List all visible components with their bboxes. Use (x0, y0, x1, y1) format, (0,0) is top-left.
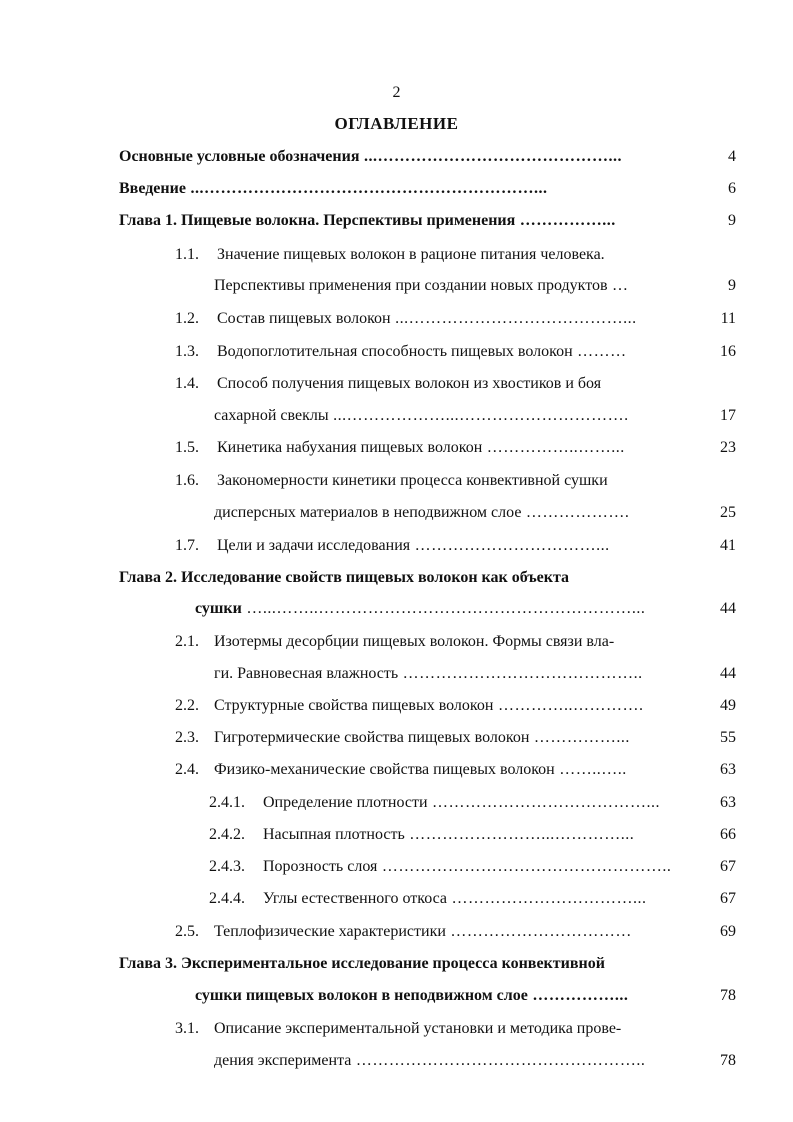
toc-entry-page: 6 (728, 180, 736, 197)
toc-entry-page: 11 (720, 310, 736, 327)
toc-entry-text: Физико-механические свойства пищевых волокон (214, 761, 555, 778)
toc-entry (0, 823, 793, 847)
toc-entry-number: 1.5. (175, 439, 199, 456)
toc-entry (0, 758, 793, 782)
toc-entry-dots: ……..….. (554, 761, 627, 778)
toc-entry-text: Углы естественного откоса (263, 890, 447, 907)
toc-entry-page: 44 (720, 665, 736, 682)
toc-entry (0, 307, 793, 331)
toc-entry-page: 9 (728, 212, 736, 229)
toc-entry-text: Водопоглотительная способность пищевых волокон (217, 343, 573, 360)
toc-entry-text: Кинетика набухания пищевых волокон (217, 439, 483, 456)
toc-entry-continuation (0, 662, 793, 686)
toc-entry (0, 145, 793, 169)
toc-entry-page: 67 (720, 858, 736, 875)
page-number: 2 (392, 84, 401, 101)
toc-entry-continuation (0, 501, 793, 525)
toc-entry-dots: ……………... (527, 987, 629, 1004)
toc-entry-chapter (0, 209, 793, 233)
toc-entry-page: 63 (720, 794, 736, 811)
toc-entry-number: 2.4. (175, 761, 199, 778)
toc-entry (0, 920, 793, 944)
toc-entry-continuation (0, 1049, 793, 1073)
toc-entry-page: 55 (720, 729, 736, 746)
toc-entry-continuation (0, 597, 793, 621)
toc-entry-text: Глава 1. Пищевые волокна. Перспективы применения (119, 212, 516, 229)
toc-entry-number: 2.5. (175, 923, 199, 940)
toc-entry-page: 44 (720, 600, 736, 617)
toc-entry-dots: … (607, 277, 629, 294)
toc-entry-number: 1.7. (175, 537, 199, 554)
toc-entry-dots: ...……………………………………... (359, 148, 622, 165)
toc-entry (0, 177, 793, 201)
toc-entry-text: Значение пищевых волокон в рационе питания человека. (217, 246, 605, 263)
toc-entry (0, 340, 793, 364)
toc-entry-dots: ………………. (521, 504, 630, 521)
toc-entry-dots: ...…………………………………... (390, 310, 637, 327)
toc-entry-text: Глава 3. Экспериментальное исследование процесса конвективной (119, 955, 605, 972)
toc-entry-dots: …………………………… (445, 923, 632, 940)
toc-entry-number: 3.1. (175, 1020, 199, 1037)
toc-entry-page: 66 (720, 826, 736, 843)
toc-entry-page: 25 (720, 504, 736, 521)
toc-entry-page: 16 (720, 343, 736, 360)
toc-entry-chapter (0, 952, 793, 976)
toc-entry-page: 4 (728, 148, 736, 165)
toc-entry-dots: …………………………………………….. (351, 1052, 646, 1069)
toc-entry-dots: …………..…………. (493, 697, 644, 714)
toc-entry-text: Основные условные обозначения (119, 148, 360, 165)
toc-entry-text: Насыпная плотность (263, 826, 405, 843)
toc-entry-dots: …………………………………………….. (377, 858, 672, 875)
toc-entry-dots: ……………... (515, 212, 616, 229)
toc-entry (0, 855, 793, 879)
toc-entry-text: Введение (119, 180, 186, 197)
toc-entry (0, 469, 793, 493)
toc-entry (0, 791, 793, 815)
toc-entry-number: 2.1. (175, 633, 199, 650)
toc-entry-number: 2.2. (175, 697, 199, 714)
toc-entry (0, 436, 793, 460)
toc-entry-number: 1.1. (175, 246, 199, 263)
toc-entry-dots: …………………………………….. (398, 665, 643, 682)
toc-entry-dots: ……………... (529, 729, 630, 746)
toc-title: ОГЛАВЛЕНИЕ (334, 114, 459, 133)
toc-entry-dots: ...………………...…………………………. (328, 407, 629, 424)
toc-entry-text: сушки пищевых волокон в неподвижном слое (195, 987, 528, 1004)
toc-entry-continuation (0, 274, 793, 298)
toc-entry-chapter (0, 566, 793, 590)
toc-entry-number: 1.2. (175, 310, 199, 327)
toc-entry-text: ги. Равновесная влажность (214, 665, 399, 682)
toc-entry-page: 63 (720, 761, 736, 778)
toc-entry (0, 726, 793, 750)
toc-entry-text: Структурные свойства пищевых волокон (214, 697, 494, 714)
toc-entry-text: Изотермы десорбции пищевых волокон. Формы связи вла- (214, 633, 615, 650)
toc-entry-text: дения эксперимента (214, 1052, 352, 1069)
toc-entry (0, 372, 793, 396)
toc-entry-dots: ……………..……... (482, 439, 625, 456)
toc-entry (0, 243, 793, 267)
toc-entry-text: Описание экспериментальной установки и методика прове- (214, 1020, 622, 1037)
toc-entry-text: дисперсных материалов в неподвижном слое (214, 504, 522, 521)
toc-entry (0, 1017, 793, 1041)
toc-entry-page: 17 (720, 407, 736, 424)
toc-entry (0, 534, 793, 558)
toc-entry-number: 1.4. (175, 375, 199, 392)
toc-entry-text: сахарной свеклы (214, 407, 329, 424)
toc-entry-text: Гигротермические свойства пищевых волокон (214, 729, 530, 746)
toc-entry-text: Состав пищевых волокон (217, 310, 391, 327)
toc-entry (0, 630, 793, 654)
toc-entry-dots: ……………………...…………... (404, 826, 635, 843)
toc-entry-number: 1.6. (175, 472, 199, 489)
toc-entry-dots: ……………………………... (410, 537, 610, 554)
toc-entry (0, 887, 793, 911)
toc-entry-text: Теплофизические характеристики (214, 923, 446, 940)
toc-entry-number: 2.4.4. (209, 890, 245, 907)
toc-entry-text: Порозность слоя (263, 858, 378, 875)
toc-entry-dots: ...……………………………………………………... (185, 180, 548, 197)
toc-entry-number: 2.3. (175, 729, 199, 746)
toc-entry-text: Способ получения пищевых волокон из хвостиков и боя (217, 375, 602, 392)
toc-entry-dots: ……… (572, 343, 627, 360)
toc-entry-page: 9 (728, 277, 736, 294)
toc-entry-continuation (0, 404, 793, 428)
toc-entry-page: 78 (720, 987, 736, 1004)
toc-entry-text: Перспективы применения при создании новых продуктов (214, 277, 608, 294)
toc-entry-number: 2.4.1. (209, 794, 245, 811)
toc-entry-page: 41 (720, 537, 736, 554)
toc-entry-continuation (0, 984, 793, 1008)
toc-entry-page: 67 (720, 890, 736, 907)
toc-entry-dots: …………………………………... (427, 794, 661, 811)
toc-entry-dots: …...……..…………………………………………………... (241, 600, 646, 617)
toc-entry-text: сушки (195, 600, 242, 617)
toc-entry-number: 2.4.2. (209, 826, 245, 843)
toc-entry-number: 2.4.3. (209, 858, 245, 875)
toc-entry-page: 69 (720, 923, 736, 940)
toc-entry-text: Цели и задачи исследования (217, 537, 411, 554)
toc-entry-page: 23 (720, 439, 736, 456)
toc-entry-dots: ……………………………... (446, 890, 647, 907)
toc-entry-page: 49 (720, 697, 736, 714)
toc-entry-number: 1.3. (175, 343, 199, 360)
toc-entry-text: Определение плотности (263, 794, 428, 811)
toc-entry (0, 694, 793, 718)
toc-entry-text: Глава 2. Исследование свойств пищевых волокон как объекта (119, 569, 570, 586)
toc-entry-page: 78 (720, 1052, 736, 1069)
toc-entry-text: Закономерности кинетики процесса конвективной сушки (217, 472, 608, 489)
